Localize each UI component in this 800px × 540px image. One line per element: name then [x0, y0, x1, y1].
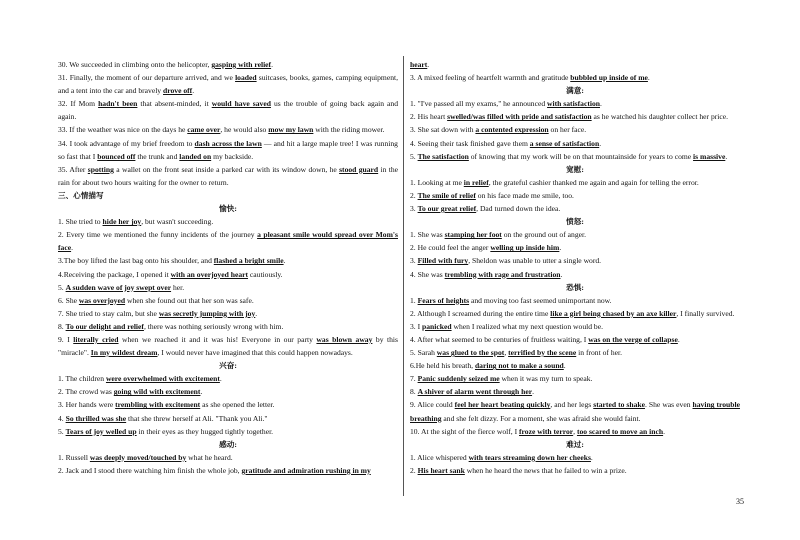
key-phrase: Fears of heights — [417, 295, 470, 305]
sentence-text: 感动: — [219, 439, 237, 449]
key-phrase: came over — [187, 125, 221, 135]
key-phrase: To our great relief — [417, 204, 477, 214]
sentence-text: 6. She — [58, 295, 79, 305]
example-sentence — [410, 385, 740, 398]
key-phrase: stood guard — [339, 164, 379, 174]
sentence-text: 1. Russell — [58, 452, 90, 462]
key-phrase: daring not to make a sound — [474, 361, 564, 371]
example-sentence — [58, 307, 398, 320]
sentence-text: . — [192, 86, 195, 96]
sentence-text: . — [725, 151, 728, 161]
key-phrase: is massive — [693, 151, 726, 161]
sentence-text: . — [590, 452, 593, 462]
sentence-text: 满意: — [566, 86, 584, 96]
sentence-text: her. — [171, 282, 185, 292]
category-heading — [410, 438, 740, 451]
category-heading — [58, 438, 398, 451]
sentence-text: , I finally survived. — [676, 308, 735, 318]
key-phrase: hide her joy — [102, 217, 142, 227]
left-column — [58, 58, 398, 477]
example-sentence — [410, 110, 740, 123]
sentence-text: of knowing that my work will be on that mountainside for years to come — [468, 151, 694, 161]
key-phrase: Panic suddenly seized me — [417, 374, 500, 384]
sentence-text: . — [271, 60, 273, 69]
sentence-text: . — [255, 308, 258, 318]
key-phrase: a pleasant smile would spread over Mom's face — [58, 230, 398, 253]
sentence-text: 3.The boy lifted the last bag onto his shoulder, and — [58, 256, 214, 266]
example-sentence — [410, 97, 740, 110]
sentence-text: , and her legs — [550, 400, 594, 410]
sentence-text: , but wasn't succeeding. — [141, 217, 214, 227]
sentence-text: 33. If the weather was nice on the days he — [58, 125, 188, 135]
sentence-text: 2. Every time we mentioned the funny incidents of the journey — [58, 230, 258, 240]
key-phrase: would have saved — [211, 99, 271, 109]
sentence-text: 1. — [410, 295, 418, 305]
key-phrase: landed on — [179, 151, 212, 161]
key-phrase: bubbled up inside of me — [570, 73, 648, 83]
example-sentence — [58, 425, 398, 438]
key-phrase: bounced off — [97, 151, 136, 161]
sentence-text: . — [677, 334, 680, 344]
sentence-text: when I realized what my next question would be. — [451, 321, 603, 331]
sentence-text: , the grateful cashier thanked me again and again for telling the error. — [488, 177, 699, 187]
example-sentence — [410, 71, 740, 84]
sentence-text: 9. Alice could — [410, 400, 455, 410]
sentence-text: . — [71, 243, 73, 253]
page-number: 35 — [736, 497, 744, 506]
sentence-text: 1. She tried to — [58, 217, 103, 227]
example-sentence — [410, 241, 740, 254]
sentence-text: 9. I — [58, 334, 74, 344]
key-phrase: a sense of satisfaction — [529, 138, 600, 148]
sentence-text: 3. — [410, 204, 418, 214]
sentence-text: 2. He could feel the anger — [410, 243, 491, 253]
sentence-text: when he heard the news that he failed to win a prize. — [464, 465, 627, 475]
sentence-text: 5. Sarah — [410, 348, 437, 358]
sentence-text: when it was my turn to speak. — [499, 374, 593, 384]
example-sentence — [410, 464, 740, 477]
example-sentence — [58, 228, 398, 254]
example-sentence — [410, 425, 740, 438]
example-sentence — [410, 346, 740, 359]
sentence-text: what he heard. — [186, 452, 233, 462]
sentence-text: 恐惧: — [566, 282, 584, 292]
sentence-text: in their eyes as they hugged tightly together. — [136, 426, 274, 436]
sentence-text: 2. Although I screamed during the entire time — [410, 308, 551, 318]
key-phrase: To our delight and relief — [65, 321, 144, 331]
example-sentence — [58, 268, 398, 281]
example-sentence — [58, 71, 398, 97]
key-phrase: stamping her foot — [444, 230, 502, 240]
key-phrase: Filled with fury — [417, 256, 469, 266]
sentence-text: , — [504, 348, 509, 358]
example-sentence — [410, 150, 740, 163]
column-divider — [403, 56, 404, 496]
sentence-text: 10. At the sight of the fierce wolf, I — [410, 426, 520, 436]
example-sentence — [410, 228, 740, 241]
example-sentence — [410, 189, 740, 202]
sentence-text: and she felt dizzy. For a moment, she was afraid she would faint. — [441, 413, 641, 423]
sentence-text: . — [200, 387, 203, 397]
example-sentence — [58, 320, 398, 333]
sentence-text: 2. The crowd was — [58, 387, 114, 397]
key-phrase: The smile of relief — [417, 190, 476, 200]
sentence-text: when we reached it and it was his! Everyone in our party — [118, 334, 317, 344]
key-phrase: having trouble breathing — [410, 400, 740, 423]
sentence-text: 4. She was — [410, 269, 445, 279]
example-sentence — [58, 464, 398, 477]
sentence-text: , Sheldon was unable to utter a single word. — [468, 256, 602, 266]
example-sentence — [410, 359, 740, 372]
category-heading — [58, 202, 398, 215]
key-phrase: was deeply moved/touched by — [89, 452, 187, 462]
example-sentence — [410, 58, 740, 71]
key-phrase: with tears streaming down her cheeks — [468, 452, 591, 462]
sentence-text: . — [647, 73, 650, 83]
category-heading — [410, 281, 740, 294]
sentence-text: 2. Jack and I stood there watching him finish the whole job, — [58, 465, 242, 475]
sentence-text: . — [532, 387, 534, 397]
sentence-text: in front of her. — [576, 348, 622, 358]
sentence-text: as he watched his daughter collect her price. — [591, 112, 729, 122]
example-sentence — [58, 333, 398, 359]
sentence-text: 1. Alice whispered — [410, 452, 469, 462]
key-phrase: trembling with excitement — [115, 400, 201, 410]
sentence-text: on his face made me smile, too. — [475, 190, 574, 200]
sentence-text: 5. — [410, 151, 418, 161]
sentence-text: 5. — [58, 282, 66, 292]
sentence-text: 难过: — [566, 439, 584, 449]
sentence-text: the trunk and — [135, 151, 180, 161]
key-phrase: was secretly jumping with joy — [158, 308, 256, 318]
key-phrase: A shiver of alarm went through her — [417, 387, 533, 397]
sentence-text: 3. Her hands were — [58, 400, 116, 410]
key-phrase: like a girl being chased by an axe killer — [550, 308, 677, 318]
example-sentence — [410, 123, 740, 136]
key-phrase: were overwhelmed with excitement — [105, 374, 220, 384]
sentence-text: , he would also — [220, 125, 269, 135]
example-sentence — [410, 294, 740, 307]
sentence-text: 三、心情描写 — [58, 190, 104, 200]
sentence-text: 2. — [410, 465, 418, 475]
key-phrase: with satisfaction — [547, 99, 600, 109]
example-sentence — [58, 58, 398, 71]
sentence-text: on the ground out of anger. — [501, 230, 586, 240]
example-sentence — [58, 294, 398, 307]
key-phrase: going wild with excitement — [113, 387, 201, 397]
example-sentence — [58, 254, 398, 267]
key-phrase: drove off — [163, 86, 193, 96]
example-sentence — [410, 398, 740, 424]
sentence-text: . — [219, 374, 222, 384]
sentence-text: , I would never have imagined that this could happen nowadays. — [157, 348, 353, 358]
key-phrase: trembling with rage and frustration — [444, 269, 561, 279]
key-phrase: Tears of joy welled up — [65, 426, 137, 436]
sentence-text: . — [559, 243, 562, 253]
sentence-text: 32. If Mom — [58, 99, 99, 109]
key-phrase: welling up inside him — [490, 243, 560, 253]
example-sentence — [58, 372, 398, 385]
sentence-text: 3. I — [410, 321, 423, 331]
key-phrase: hadn't been — [98, 99, 138, 109]
sentence-text: . — [600, 99, 602, 109]
example-sentence — [58, 385, 398, 398]
example-sentence — [410, 451, 740, 464]
sentence-text: 4. Seeing their task finished gave them — [410, 138, 530, 148]
sentence-text: . — [599, 138, 602, 148]
key-phrase: His heart sank — [417, 465, 465, 475]
sentence-text: , — [573, 426, 577, 436]
sentence-text: 1. "I've passed all my exams," he announced — [410, 99, 548, 109]
key-phrase: heart — [410, 60, 428, 69]
sentence-text: that she threw herself at Ali. "Thank you Ali." — [126, 413, 268, 423]
sentence-text: suitcases, books, games, camping equipment, and a tent into the car and bravely — [58, 73, 398, 96]
key-phrase: with an overjoyed heart — [170, 269, 249, 279]
sentence-text: 8. — [58, 321, 66, 331]
sentence-text: with the riding mower. — [313, 125, 385, 135]
sentence-text: on her face. — [548, 125, 587, 135]
example-sentence — [58, 398, 398, 411]
example-sentence — [410, 137, 740, 150]
category-heading — [410, 84, 740, 97]
sentence-text: 2. — [410, 190, 418, 200]
sentence-text: 34. I took advantage of my brief freedom to — [58, 138, 195, 148]
key-phrase: loaded — [235, 73, 257, 83]
sentence-text: . — [283, 256, 286, 266]
sentence-text: 5. — [58, 426, 66, 436]
sentence-text: 4. — [58, 413, 66, 423]
sentence-text: when she found out that her son was safe. — [125, 295, 254, 305]
sentence-text: my backside. — [211, 151, 254, 161]
section-heading — [58, 189, 398, 202]
key-phrase: froze with terror — [519, 426, 574, 436]
example-sentence — [58, 97, 398, 123]
key-phrase: terrified by the scene — [508, 348, 577, 358]
key-phrase: in relief — [463, 177, 489, 187]
sentence-text: , Dad turned down the idea. — [476, 204, 561, 214]
sentence-text: 7. — [410, 374, 418, 384]
key-phrase: was glued to the spot — [436, 348, 505, 358]
key-phrase: feel her heart beating quickly — [454, 400, 551, 410]
sentence-text: — and hit a large maple tree! I was running so fast that I — [58, 138, 398, 161]
sentence-text: by this "miracle". — [58, 334, 398, 358]
key-phrase: was overjoyed — [78, 295, 126, 305]
sentence-text: 1. Looking at me — [410, 177, 464, 187]
sentence-text: 4.Receiving the package, I opened it — [58, 269, 171, 279]
sentence-text: us the trouble of going back again and again. — [58, 99, 398, 122]
sentence-text: 愤怒: — [566, 217, 584, 227]
key-phrase: gratitude and admiration rushing in my — [241, 465, 371, 475]
example-sentence — [58, 412, 398, 425]
sentence-text: 8. — [410, 387, 418, 397]
key-phrase: flashed a bright smile — [213, 256, 284, 266]
sentence-text: 4. After what seemed to be centuries of fruitless waiting, I — [410, 334, 589, 344]
key-phrase: The satisfaction — [417, 151, 469, 161]
sentence-text: as she opened the letter. — [200, 400, 275, 410]
sentence-text: 3. A mixed feeling of heartfelt warmth and gratitude — [410, 73, 571, 83]
example-sentence — [410, 333, 740, 346]
sentence-text: 31. Finally, the moment of our departure arrived, and we — [58, 73, 236, 83]
sentence-text: 2. His heart — [410, 112, 448, 122]
sentence-text: 兴奋: — [219, 361, 237, 371]
category-heading — [410, 215, 740, 228]
key-phrase: panicked — [422, 321, 452, 331]
example-sentence — [58, 163, 398, 189]
example-sentence — [58, 137, 398, 163]
example-sentence — [410, 254, 740, 267]
sentence-text: that absent-minded, it — [137, 99, 212, 109]
example-sentence — [410, 176, 740, 189]
sentence-text: 愉快: — [219, 204, 237, 214]
sentence-text: 7. She tried to stay calm, but she — [58, 308, 159, 318]
key-phrase: gasping with relief — [211, 60, 272, 69]
example-sentence — [410, 372, 740, 385]
sentence-text: 3. She sat down with — [410, 125, 476, 135]
example-sentence — [58, 123, 398, 136]
sentence-text: 6.He held his breath, — [410, 361, 475, 371]
key-phrase: swelled/was filled with pride and satisfaction — [447, 112, 592, 122]
sentence-text: . — [560, 269, 563, 279]
key-phrase: In my wildest dream — [90, 348, 158, 358]
sentence-text: 35. After — [58, 164, 88, 174]
category-heading — [410, 163, 740, 176]
sentence-text: cautiously. — [248, 269, 283, 279]
category-heading — [58, 359, 398, 372]
key-phrase: dash across the lawn — [194, 138, 262, 148]
sentence-text: . — [663, 426, 665, 436]
example-sentence — [410, 268, 740, 281]
key-phrase: was blown away — [316, 334, 373, 344]
sentence-text: 宽慰: — [566, 164, 584, 174]
right-column — [410, 58, 740, 477]
example-sentence — [58, 451, 398, 464]
key-phrase: mow my lawn — [268, 125, 314, 135]
sentence-text: a wallet on the front seat inside a parked car with its window down, he — [113, 164, 340, 174]
sentence-text: 3. — [410, 256, 418, 266]
sentence-text: , there was nothing seriously wrong with him. — [143, 321, 284, 331]
key-phrase: spotting — [87, 164, 114, 174]
example-sentence — [58, 215, 398, 228]
sentence-text: and moving too fast seemed unimportant now. — [469, 295, 612, 305]
key-phrase: was on the verge of collapse — [588, 334, 678, 344]
key-phrase: started to shake — [593, 400, 645, 410]
sentence-text: 30. We succeeded in climbing onto the helicopter, — [58, 60, 212, 69]
example-sentence — [410, 320, 740, 333]
sentence-text: in the rain for about two hours waiting for the owner to return. — [58, 164, 398, 187]
sentence-text: 1. The children — [58, 374, 106, 384]
key-phrase: A sudden wave of joy swept over — [65, 282, 172, 292]
example-sentence — [58, 281, 398, 294]
key-phrase: too scared to move an inch — [576, 426, 664, 436]
example-sentence — [410, 202, 740, 215]
key-phrase: literally cried — [73, 334, 119, 344]
sentence-text: . — [427, 60, 430, 69]
key-phrase: a contented expression — [475, 125, 549, 135]
sentence-text: . — [563, 361, 566, 371]
key-phrase: So thrilled was she — [65, 413, 127, 423]
sentence-text: 1. She was — [410, 230, 445, 240]
example-sentence — [410, 307, 740, 320]
sentence-text: . She was even — [644, 400, 693, 410]
